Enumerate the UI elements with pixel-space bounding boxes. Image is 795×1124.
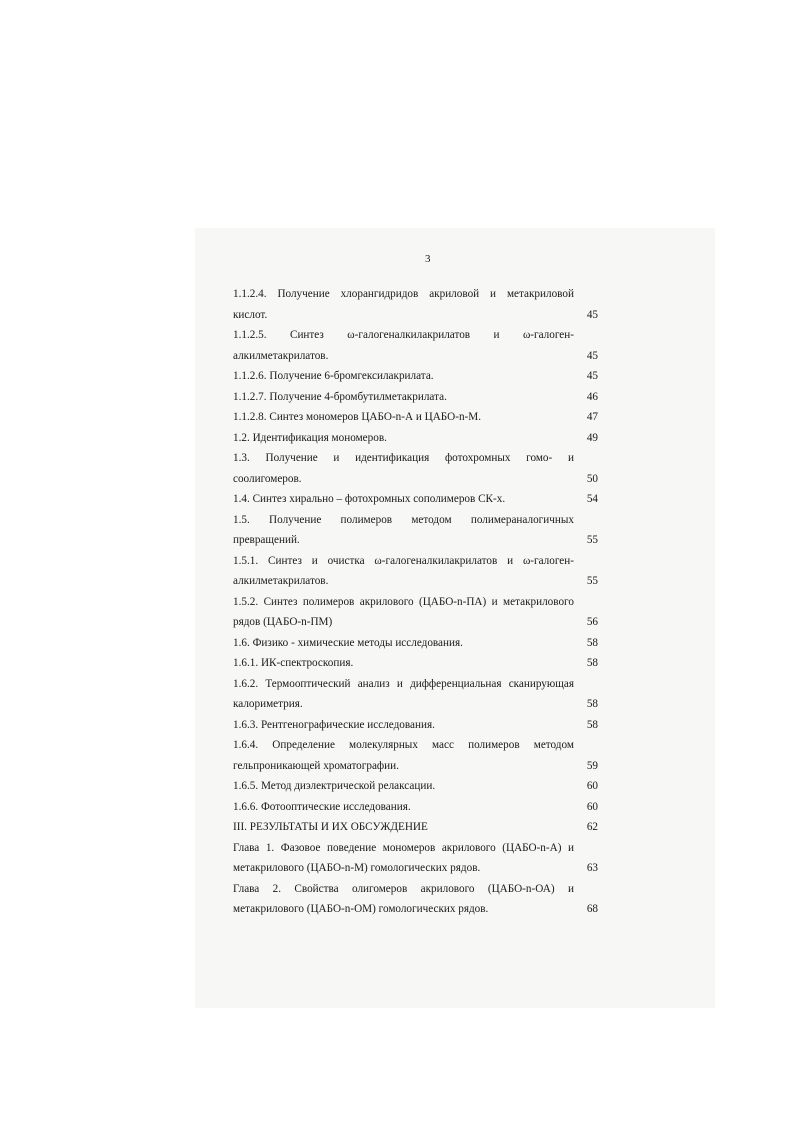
toc-word: 1.1.2.4. — [233, 288, 267, 300]
toc-word: метакриловой — [506, 288, 574, 300]
toc-page-number: 59 — [586, 759, 598, 772]
toc-word: Синтез — [268, 554, 302, 567]
toc-entry — [233, 510, 598, 551]
toc-word: олигомеров — [352, 882, 408, 895]
toc-word: ω-галоген- — [522, 329, 574, 341]
toc-page-number: 45 — [586, 370, 598, 382]
toc-entry-line: гельпроникающей хроматографии. — [233, 759, 399, 772]
toc-entry — [233, 776, 598, 797]
toc-entry-line: 1.6.3. Рентгенографические исследования. — [233, 718, 435, 731]
toc-word: 1.6.2. — [233, 677, 259, 690]
toc-word: 2. — [272, 882, 282, 895]
toc-entry — [233, 551, 598, 592]
toc-entry — [233, 592, 598, 633]
toc-entry-line: III. РЕЗУЛЬТАТЫ И ИХ ОБСУЖДЕНИЕ — [233, 821, 428, 833]
toc-word: фотохромных — [444, 452, 511, 464]
toc-word: и — [507, 554, 514, 567]
toc-entry-line: превращений. — [233, 534, 300, 546]
table-of-contents — [233, 284, 598, 920]
toc-word: 1.5.2. — [233, 595, 259, 608]
toc-entry-line: 1.6.6. Фотооптические исследования. — [233, 800, 411, 813]
toc-entry — [233, 325, 598, 366]
toc-entry-line — [233, 674, 574, 695]
toc-word: Получение — [265, 452, 318, 464]
toc-word: 1.6.4. — [233, 739, 259, 751]
toc-word: и — [493, 329, 500, 341]
page-number: 3 — [425, 253, 431, 265]
toc-word: полимераналогичных — [470, 513, 574, 526]
toc-entry-line — [233, 510, 574, 531]
toc-page-number: 58 — [586, 718, 598, 731]
toc-word: и — [567, 882, 574, 895]
toc-word: полимеров — [340, 513, 393, 526]
toc-page-number: 63 — [586, 862, 598, 874]
toc-word: методом — [533, 739, 574, 751]
toc-entry-line — [233, 838, 574, 859]
toc-entry — [233, 633, 598, 654]
toc-entry — [233, 366, 598, 387]
toc-word: очистка — [327, 554, 365, 567]
toc-entry-line — [233, 735, 574, 756]
toc-entry-line: 1.6.5. Метод диэлектрической релаксации. — [233, 780, 436, 792]
toc-entry-line: рядов (ЦАБО-n-ПМ) — [233, 616, 333, 628]
toc-word: и — [567, 841, 574, 854]
toc-page-number: 55 — [586, 575, 598, 587]
toc-word: ω-галогеналкилакрилатов — [374, 554, 498, 567]
toc-word: 1.3. — [233, 452, 250, 464]
toc-entry-line — [233, 879, 574, 900]
toc-word: 1.5.1. — [233, 554, 259, 567]
toc-entry-line: 1.4. Синтез хирально – фотохромных сополимеров СК-х. — [233, 493, 506, 505]
toc-entry-line: 1.6. Физико - химические методы исследования. — [233, 636, 463, 649]
toc-entry — [233, 817, 598, 838]
toc-entry — [233, 407, 598, 428]
toc-word: Фазовое — [280, 841, 321, 854]
toc-entry — [233, 284, 598, 325]
toc-entry-line: 1.1.2.6. Получение 6-бромгексилакрилата. — [233, 370, 434, 382]
toc-word: полимеров — [302, 595, 355, 608]
toc-entry — [233, 838, 598, 879]
toc-word: ω-галогеналкилакрилатов — [347, 329, 471, 341]
toc-word: Глава — [233, 882, 260, 895]
toc-word: и — [491, 595, 498, 608]
toc-page-number: 60 — [586, 780, 598, 792]
toc-word: и — [490, 288, 497, 300]
toc-word: метакрилового — [503, 595, 574, 608]
toc-page-number: 68 — [586, 903, 598, 915]
toc-word: 1.1.2.5. — [233, 329, 267, 341]
toc-word: Глава — [233, 841, 260, 854]
toc-entry-line — [233, 325, 574, 346]
toc-word: гомо- — [526, 452, 553, 464]
toc-word: и — [567, 452, 574, 464]
toc-entry-line: алкилметакрилатов. — [233, 349, 329, 362]
toc-word: (ЦАБО-n-ПА) — [419, 595, 487, 608]
toc-page-number: 49 — [586, 431, 598, 444]
toc-word: Получение — [269, 513, 322, 526]
toc-entry — [233, 735, 598, 776]
toc-word: Определение — [272, 739, 335, 751]
toc-entry — [233, 448, 598, 489]
toc-entry-line: калориметрия. — [233, 698, 303, 710]
toc-page-number: 54 — [586, 493, 598, 505]
toc-entry-line: алкилметакрилатов. — [233, 575, 329, 587]
toc-word: ω-галоген- — [522, 554, 574, 567]
toc-word: и — [396, 677, 403, 690]
toc-word: сканирующая — [508, 677, 574, 690]
toc-entry — [233, 797, 598, 818]
toc-page-number: 58 — [586, 698, 598, 710]
toc-word: мономеров — [382, 841, 436, 854]
toc-word: и — [311, 554, 318, 567]
toc-word: акрилового — [441, 841, 496, 854]
toc-entry — [233, 653, 598, 674]
toc-word: Свойства — [294, 882, 339, 895]
toc-entry-line: 1.1.2.8. Синтез мономеров ЦАБО-n-А и ЦАБО-n-М. — [233, 411, 482, 423]
toc-word: анализ — [357, 677, 390, 690]
toc-page-number: 60 — [586, 800, 598, 813]
toc-entry-line: 1.2. Идентификация мономеров. — [233, 431, 387, 444]
toc-word: поведение — [326, 841, 377, 854]
toc-page-number: 58 — [586, 657, 598, 669]
toc-page-number: 55 — [586, 534, 598, 546]
toc-entry — [233, 428, 598, 449]
toc-entry-line — [233, 448, 574, 469]
toc-word: акрилового — [359, 595, 414, 608]
toc-word: акрилового — [420, 882, 475, 895]
toc-word: дифференциальная — [410, 677, 502, 690]
toc-entry-line — [233, 551, 574, 572]
toc-word: (ЦАБО-n-А) — [502, 841, 562, 854]
toc-page-number: 46 — [586, 390, 598, 403]
toc-word: Термооптический — [265, 677, 351, 690]
toc-page-number: 45 — [586, 308, 598, 321]
toc-entry-line — [233, 592, 574, 613]
toc-page-number: 62 — [586, 821, 598, 833]
toc-entry-line: метакрилового (ЦАБО-n-М) гомологических рядов. — [233, 862, 481, 874]
toc-word: методом — [411, 513, 452, 526]
toc-word: хлорангидридов — [340, 288, 419, 300]
toc-word: Синтез — [289, 329, 324, 341]
toc-word: Получение — [277, 288, 330, 300]
toc-entry-line: 1.6.1. ИК-спектроскопия. — [233, 657, 354, 669]
toc-entry-line: 1.1.2.7. Получение 4-бромбутилметакрилата. — [233, 390, 447, 403]
toc-page-number: 50 — [586, 472, 598, 485]
toc-entry — [233, 387, 598, 408]
toc-word: 1. — [265, 841, 275, 854]
toc-page-number: 45 — [586, 349, 598, 362]
toc-word: масс — [432, 739, 454, 751]
toc-entry — [233, 879, 598, 920]
toc-entry — [233, 489, 598, 510]
toc-entry-line: соолигомеров. — [233, 472, 302, 485]
toc-word: и — [333, 452, 340, 464]
toc-word: полимеров — [468, 739, 520, 751]
toc-word: Синтез — [263, 595, 298, 608]
toc-page-number: 58 — [586, 636, 598, 649]
toc-page-number: 56 — [586, 616, 598, 628]
toc-entry — [233, 674, 598, 715]
toc-word: (ЦАБО-n-ОА) — [487, 882, 555, 895]
toc-entry — [233, 715, 598, 736]
toc-word: 1.5. — [233, 513, 250, 526]
toc-word: акриловой — [429, 288, 480, 300]
toc-word: идентификация — [355, 452, 430, 464]
toc-entry-line: метакрилового (ЦАБО-n-ОМ) гомологических рядов. — [233, 903, 489, 915]
toc-entry-line — [233, 284, 574, 305]
toc-page-number: 47 — [586, 411, 598, 423]
toc-word: молекулярных — [349, 739, 418, 751]
toc-entry-line: кислот. — [233, 308, 268, 321]
